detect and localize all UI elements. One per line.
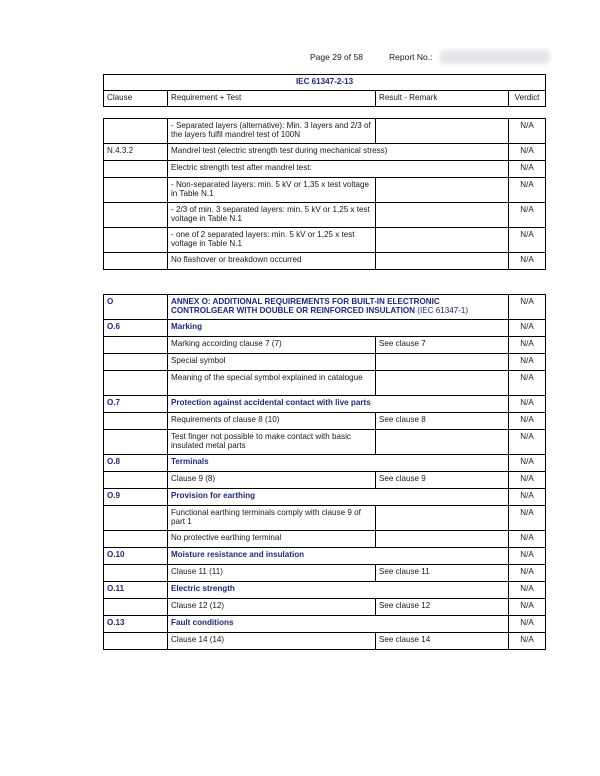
clause-cell <box>104 506 168 531</box>
requirement-cell: Marking <box>168 320 509 337</box>
result-cell <box>376 228 509 253</box>
result-cell <box>376 253 509 270</box>
requirement-cell: - one of 2 separated layers: min. 5 kV or 1,25 x test voltage in Table N.1 <box>168 228 376 253</box>
annex-verdict: N/A <box>509 295 546 320</box>
verdict-cell: N/A <box>509 228 546 253</box>
clause-cell <box>104 531 168 548</box>
requirement-cell: Electric strength <box>168 582 509 599</box>
table-row <box>104 565 546 582</box>
annex-o-table <box>103 294 546 650</box>
result-cell <box>376 203 509 228</box>
clause-cell <box>104 472 168 489</box>
clause-cell <box>104 633 168 650</box>
standard-row <box>104 75 546 91</box>
requirement-cell: Provision for earthing <box>168 489 509 506</box>
table-row <box>104 161 546 178</box>
verdict-cell: N/A <box>509 396 546 413</box>
verdict-cell: N/A <box>509 119 546 144</box>
result-cell: See clause 14 <box>376 633 509 650</box>
clause-cell: O.9 <box>104 489 168 506</box>
table-row <box>104 413 546 430</box>
section-row <box>104 455 546 472</box>
clause-cell <box>104 371 168 396</box>
requirement-cell: Clause 9 (8) <box>168 472 376 489</box>
requirement-cell: Electric strength test after mandrel test: <box>168 161 509 178</box>
column-header-row <box>104 91 546 107</box>
result-cell <box>376 354 509 371</box>
result-cell <box>376 119 509 144</box>
column-requirement: Requirement + Test <box>168 91 376 107</box>
table-row <box>104 506 546 531</box>
page-number: Page 29 of 58 <box>310 52 363 62</box>
table-row <box>104 371 546 396</box>
verdict-cell: N/A <box>509 548 546 565</box>
verdict-cell: N/A <box>509 320 546 337</box>
column-clause: Clause <box>104 91 168 107</box>
clause-cell: O.11 <box>104 582 168 599</box>
table-row <box>104 144 546 161</box>
result-cell: See clause 8 <box>376 413 509 430</box>
requirement-cell: Fault conditions <box>168 616 509 633</box>
result-cell <box>376 430 509 455</box>
section-row <box>104 320 546 337</box>
verdict-cell: N/A <box>509 253 546 270</box>
column-verdict: Verdict <box>509 91 546 107</box>
requirement-cell: Moisture resistance and insulation <box>168 548 509 565</box>
result-cell: See clause 9 <box>376 472 509 489</box>
requirement-cell: No flashover or breakdown occurred <box>168 253 376 270</box>
requirement-cell: Test finger not possible to make contact with basic insulated metal parts <box>168 430 376 455</box>
requirement-cell: Special symbol <box>168 354 376 371</box>
table-row <box>104 599 546 616</box>
verdict-cell: N/A <box>509 161 546 178</box>
table-row <box>104 337 546 354</box>
clause-cell: O.8 <box>104 455 168 472</box>
annex-title-suffix: (IEC 61347-1) <box>415 306 469 316</box>
section-row <box>104 616 546 633</box>
requirement-cell: - Separated layers (alternative): Min. 3 layers and 2/3 of the layers fulfil mandrel test of 100N <box>168 119 376 144</box>
clause-cell <box>104 178 168 203</box>
result-cell <box>376 371 509 396</box>
mandrel-test-table <box>103 118 546 270</box>
result-cell <box>376 506 509 531</box>
table-row <box>104 228 546 253</box>
clause-cell <box>104 253 168 270</box>
clause-cell <box>104 203 168 228</box>
requirement-cell: Marking according clause 7 (7) <box>168 337 376 354</box>
requirement-cell: Clause 14 (14) <box>168 633 376 650</box>
table-row <box>104 354 546 371</box>
verdict-cell: N/A <box>509 565 546 582</box>
table-row <box>104 472 546 489</box>
table-row <box>104 253 546 270</box>
table-row <box>104 203 546 228</box>
requirement-cell: Terminals <box>168 455 509 472</box>
requirement-cell: No protective earthing terminal <box>168 531 376 548</box>
column-result: Result - Remark <box>376 91 509 107</box>
section-row <box>104 396 546 413</box>
standard-title: IEC 61347-2-13 <box>104 75 546 91</box>
clause-cell: O.7 <box>104 396 168 413</box>
requirement-cell: Protection against accidental contact with live parts <box>168 396 509 413</box>
requirement-cell: Mandrel test (electric strength test during mechanical stress) <box>168 144 509 161</box>
verdict-cell: N/A <box>509 413 546 430</box>
result-cell <box>376 178 509 203</box>
verdict-cell: N/A <box>509 354 546 371</box>
verdict-cell: N/A <box>509 144 546 161</box>
annex-title <box>168 295 509 320</box>
clause-cell <box>104 565 168 582</box>
page-header <box>0 52 600 66</box>
requirement-cell: Functional earthing terminals comply with clause 9 of part 1 <box>168 506 376 531</box>
verdict-cell: N/A <box>509 599 546 616</box>
verdict-cell: N/A <box>509 371 546 396</box>
clause-cell <box>104 430 168 455</box>
clause-cell: N.4.3.2 <box>104 144 168 161</box>
verdict-cell: N/A <box>509 455 546 472</box>
annex-clause: O <box>104 295 168 320</box>
verdict-cell: N/A <box>509 506 546 531</box>
requirement-cell: - Non-separated layers: min. 5 kV or 1,35 x test voltage in Table N.1 <box>168 178 376 203</box>
table-row <box>104 531 546 548</box>
clause-cell <box>104 337 168 354</box>
verdict-cell: N/A <box>509 489 546 506</box>
section-row <box>104 489 546 506</box>
requirement-cell: - 2/3 of min. 3 separated layers: min. 5 kV or 1,25 x test voltage in Table N.1 <box>168 203 376 228</box>
verdict-cell: N/A <box>509 430 546 455</box>
result-cell: See clause 11 <box>376 565 509 582</box>
clause-cell: O.6 <box>104 320 168 337</box>
annex-title-text: ANNEX O: ADDITIONAL REQUIREMENTS FOR BUILT-IN ELECTRONIC CONTROLGEAR WITH DOUBLE OR REINFORCED INSULATION <box>171 297 440 316</box>
report-number-label: Report No.: <box>389 52 433 62</box>
requirement-cell: Meaning of the special symbol explained in catalogue <box>168 371 376 396</box>
clause-cell <box>104 161 168 178</box>
requirement-cell: Clause 12 (12) <box>168 599 376 616</box>
clause-cell: O.13 <box>104 616 168 633</box>
clause-cell: O.10 <box>104 548 168 565</box>
verdict-cell: N/A <box>509 178 546 203</box>
verdict-cell: N/A <box>509 616 546 633</box>
verdict-cell: N/A <box>509 531 546 548</box>
standard-header-table <box>103 74 546 107</box>
clause-cell <box>104 413 168 430</box>
verdict-cell: N/A <box>509 633 546 650</box>
section-row <box>104 582 546 599</box>
clause-cell <box>104 354 168 371</box>
verdict-cell: N/A <box>509 582 546 599</box>
table-row <box>104 430 546 455</box>
redacted-report-number <box>440 50 550 64</box>
verdict-cell: N/A <box>509 203 546 228</box>
clause-cell <box>104 599 168 616</box>
result-cell <box>376 531 509 548</box>
section-row <box>104 548 546 565</box>
requirement-cell: Requirements of clause 8 (10) <box>168 413 376 430</box>
clause-cell <box>104 119 168 144</box>
annex-row <box>104 295 546 320</box>
table-row <box>104 119 546 144</box>
requirement-cell: Clause 11 (11) <box>168 565 376 582</box>
result-cell: See clause 12 <box>376 599 509 616</box>
clause-cell <box>104 228 168 253</box>
result-cell: See clause 7 <box>376 337 509 354</box>
table-row <box>104 178 546 203</box>
verdict-cell: N/A <box>509 337 546 354</box>
verdict-cell: N/A <box>509 472 546 489</box>
table-row <box>104 633 546 650</box>
